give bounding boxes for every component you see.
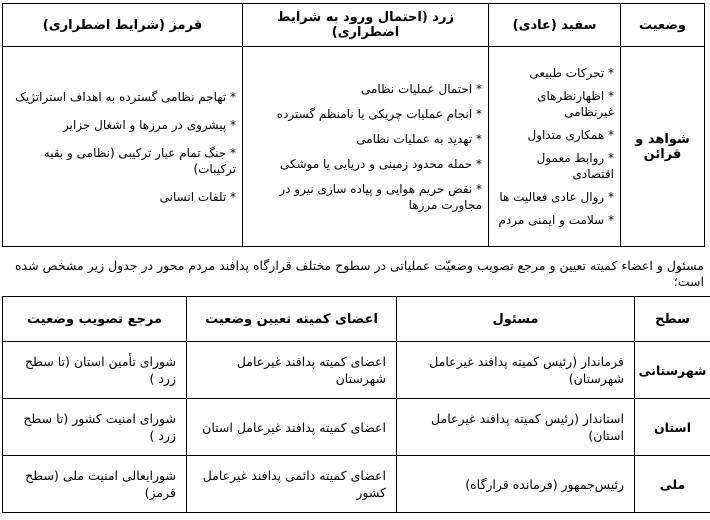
header-white: سفید (عادی) bbox=[489, 4, 621, 47]
members-cell: اعضای کمیته پدافند غیرعامل شهرستان bbox=[187, 342, 397, 399]
list-item: * اظهارنظرهای غیرنظامی bbox=[537, 89, 614, 119]
list-item: * حمله محدود زمینی و دریایی یا موشکی bbox=[279, 156, 482, 171]
levels-table bbox=[2, 296, 710, 513]
header-yellow: زرد (احتمال ورود به شرایط اضطراری) bbox=[243, 4, 489, 47]
list-item: * انجام عملیات چریکی یا نامنظم گسترده bbox=[276, 106, 482, 121]
approval-cell: شورای امنیت کشور (تا سطح زرد ) bbox=[3, 399, 187, 456]
list-item: * سلامت و ایمنی مردم bbox=[498, 213, 614, 227]
status-header-row bbox=[3, 4, 705, 47]
status-table bbox=[2, 3, 705, 247]
yellow-cell bbox=[243, 47, 489, 247]
members-cell: اعضای کمیته پدافند غیرعامل استان bbox=[187, 399, 397, 456]
members-cell: اعضای کمیته دائمی پدافند غیرعامل کشور bbox=[187, 456, 397, 513]
header-level: سطح bbox=[635, 297, 710, 342]
table-row bbox=[3, 456, 710, 513]
red-cell bbox=[3, 47, 243, 247]
list-item: * تلفات انسانی bbox=[159, 189, 236, 204]
list-item: * روابط معمول اقتصادی bbox=[536, 151, 614, 181]
header-approval: مرجع تصویب وضعیت bbox=[3, 297, 187, 342]
level-cell: ملی bbox=[635, 456, 710, 513]
list-item: * تحرکات طبیعی bbox=[529, 66, 614, 80]
approval-cell: شورایعالی امنیت ملی (سطح قرمز) bbox=[3, 456, 187, 513]
list-item: * پیشروی در مرزها و اشغال جزایر bbox=[62, 117, 236, 132]
header-members: اعضای کمیته تعیین وضعیت bbox=[187, 297, 397, 342]
list-item: * احتمال عملیات نظامی bbox=[360, 81, 482, 96]
list-item: * روال عادی فعالیت ها bbox=[499, 190, 614, 204]
table-row bbox=[3, 399, 710, 456]
row-label: شواهد و قرائن bbox=[621, 47, 705, 247]
white-cell bbox=[489, 47, 621, 247]
responsible-cell: فرماندار (رئیس کمیته پدافند غیرعامل شهرستان) bbox=[397, 342, 635, 399]
list-item: * تهاجم نظامی گسترده به اهداف استراتژیک bbox=[15, 89, 236, 104]
list-item: * تهدید به عملیات نظامی bbox=[356, 131, 482, 146]
header-responsible: مسئول bbox=[397, 297, 635, 342]
status-row bbox=[3, 47, 705, 247]
levels-header-row bbox=[3, 297, 710, 342]
approval-cell: شورای تأمین استان (تا سطح زرد ) bbox=[3, 342, 187, 399]
description-paragraph: مسئول و اعضاء کمیته تعیین و مرجع تصویب وضعیّت عملیاتی در سطوح مختلف قرارگاه پدافند مردم محور در جدول زیر مشخص شده است؛ bbox=[14, 258, 704, 289]
responsible-cell: استاندار (رئیس کمیته پدافند غیرعامل استان) bbox=[397, 399, 635, 456]
list-item: * جنگ تمام عیار ترکیبی (نظامی و بقیه ترکیبات) bbox=[43, 145, 236, 176]
list-item: * نقض حریم هوایی و پیاده سازی نیرو در مجاورت مرزها bbox=[279, 181, 482, 212]
header-red: قرمز (شرایط اضطراری) bbox=[3, 4, 243, 47]
responsible-cell: رئیس‌جمهور (فرمانده قرارگاه) bbox=[397, 456, 635, 513]
level-cell: استان bbox=[635, 399, 710, 456]
table-row bbox=[3, 342, 710, 399]
level-cell: شهرستانی bbox=[635, 342, 710, 399]
header-status: وضعیت bbox=[621, 4, 705, 47]
list-item: * همکاری متداول bbox=[527, 128, 614, 142]
